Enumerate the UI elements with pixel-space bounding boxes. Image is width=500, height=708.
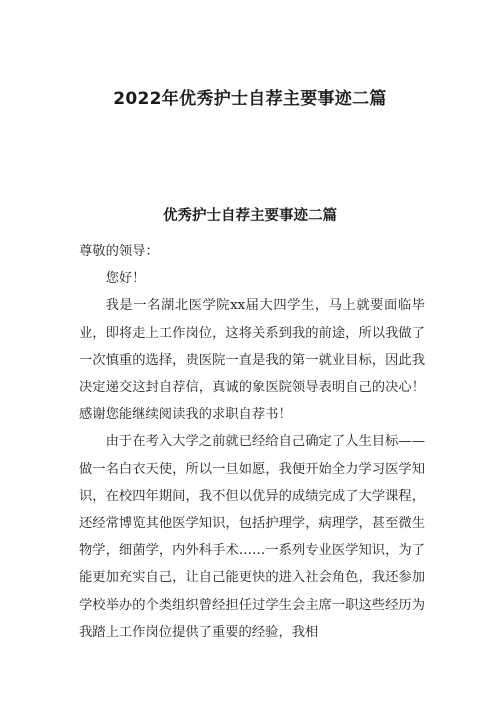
section-title: 优秀护士自荐主要事迹二篇 (163, 208, 337, 224)
salutation: 尊敬的领导： (79, 244, 159, 259)
greeting: 您好！ (105, 271, 146, 287)
paragraph-study: 由于在考入大学之前就已经给自己确定了人生目标——做一名白衣天使，所以一旦如愿，我便开始全力学习医学知识，在校四年期间，我不但以优异的成绩完成了大学课程，还经常博览其他医学知识，包括护理学，病理学，甚至微生物学，细菌学，内外科手术……一系列专业医学知识，为了能更加充实自己，让自己能更快的进入社会角色，我还参加学校举办的个类组织曾经担任过学生会主席一职这些经历为我踏上工作岗位提供了重要的经验，我相 (79, 434, 425, 640)
paragraph-intro: 我是一名湖北医学院xx届大四学生，马上就要面临毕业，即将走上工作岗位，这将关系到我的前途，所以我做了一次慎重的选择，贵医院一直是我的第一就业目标，因此我决定递交这封自荐信，真诚的象医院领导表明自己的决心！感谢您能继续阅读我的求职自荐书！ (79, 298, 425, 423)
document-title: 2022年优秀护士自荐主要事迹二篇 (113, 89, 387, 109)
letter-body (79, 238, 425, 646)
